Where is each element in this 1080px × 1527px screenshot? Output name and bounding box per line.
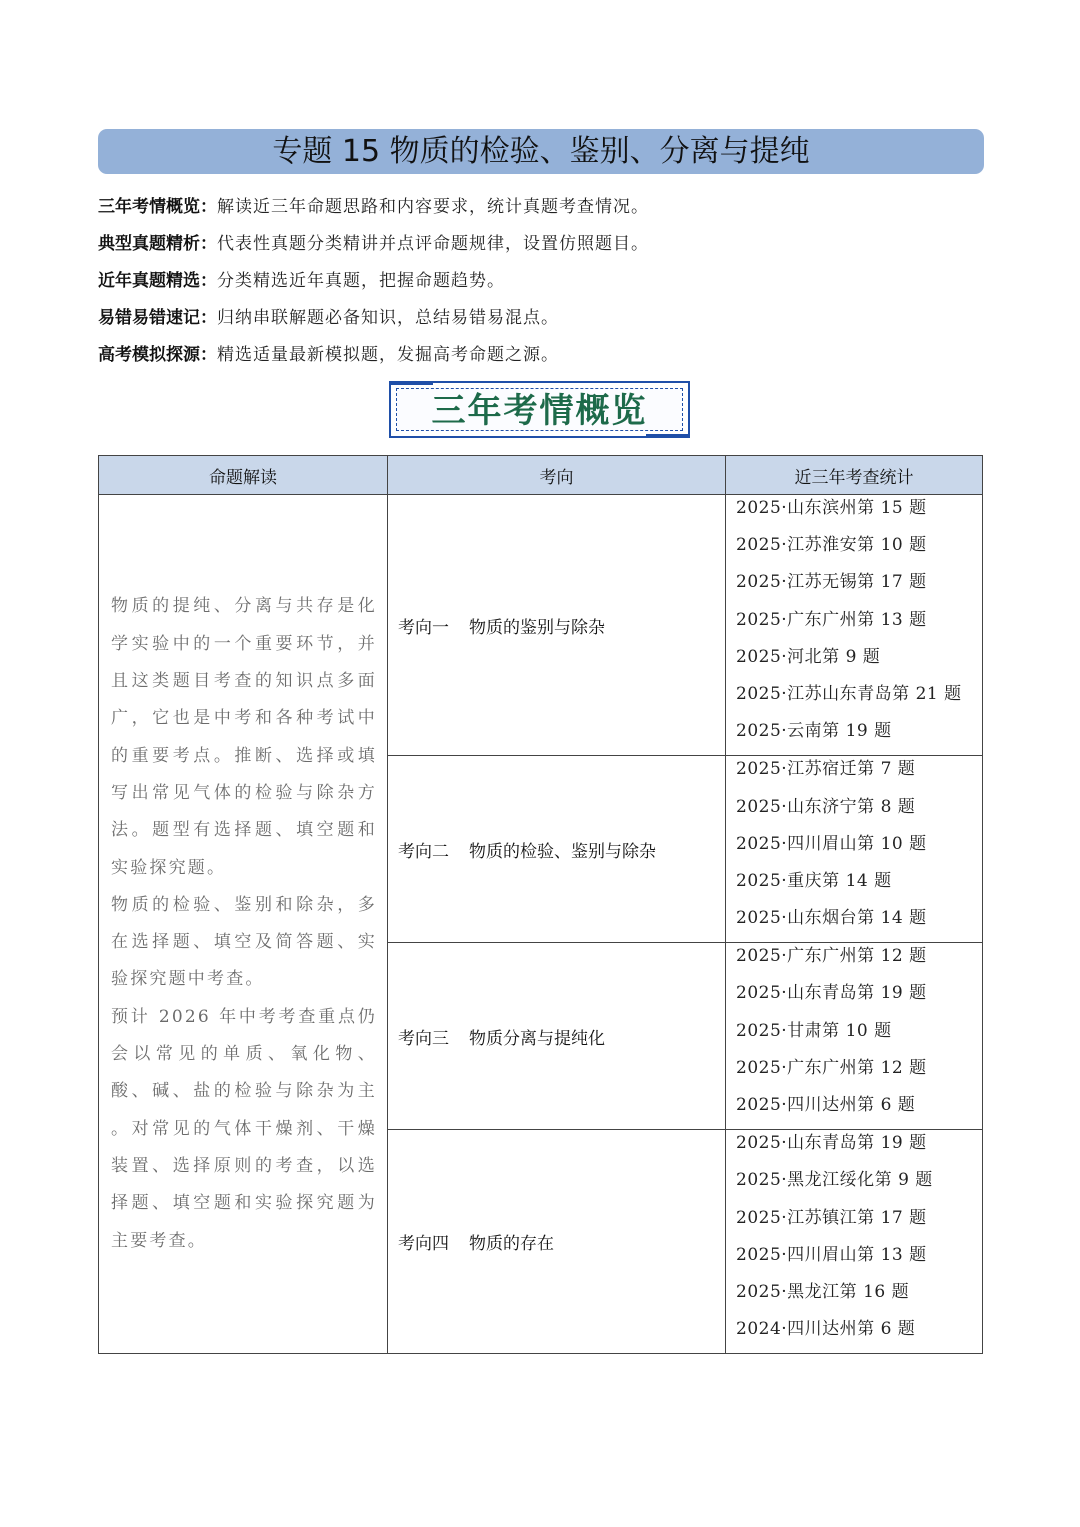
- exam-item: 2025·广东广州第 13 题: [736, 609, 927, 630]
- direction-number: 考向一: [398, 617, 449, 638]
- description-paragraph: 物质的检验、鉴别和除杂，多在选择题、填空及简答题、实验探究题中考查。: [111, 894, 377, 990]
- exam-item: 2025·云南第 19 题: [736, 721, 892, 742]
- intro-key: 三年考情概览：: [98, 197, 217, 217]
- exam-item: 2025·山东滨州第 15 题: [736, 498, 927, 518]
- direction-cell: [388, 756, 726, 943]
- intro-key: 高考模拟探源：: [98, 345, 217, 365]
- section-badge-text: 三年考情概览: [431, 391, 648, 431]
- intro-item: [98, 227, 998, 264]
- direction-number: 考向二: [398, 841, 449, 862]
- direction-number: 考向四: [398, 1234, 449, 1255]
- direction-cell: [388, 1130, 726, 1354]
- intro-value: 归纳串联解题必备知识，总结易错易混点。: [217, 308, 559, 328]
- description-paragraph: 预计 2026 年中考考查重点仍会以常见的单质、氧化物、酸、碱、盐的检验与除杂为主 。对常见的气体干燥剂、干燥装置、选择原则的考查，以选择题、填空题和实验探究题为主要考查。: [111, 1006, 377, 1251]
- exam-item: 2025·山东烟台第 14 题: [736, 908, 927, 929]
- exam-item: 2025·山东青岛第 19 题: [736, 983, 927, 1004]
- description-paragraph: 物质的提纯、分离与共存是化学实验中的一个重要环节，并且这类题目考查的知识点多面广，它也是中考和各种考试中的重要考点。推断、选择或填写出常见气体的检验与除杂方法。题型有选择题、填空题和实验探究题。: [111, 596, 377, 878]
- header-cell: 近三年考查统计: [726, 456, 983, 495]
- exam-item: 2025·江苏山东青岛第 21 题: [736, 683, 962, 704]
- intro-key: 近年真题精选：: [98, 271, 217, 291]
- table-header-row: [99, 456, 983, 495]
- exam-item: 2025·广东广州第 12 题: [736, 1057, 927, 1078]
- exam-item: 2025·江苏淮安第 10 题: [736, 535, 927, 556]
- exam-item: 2025·四川眉山第 10 题: [736, 833, 927, 854]
- exam-item: 2025·四川达州第 6 题: [736, 1095, 916, 1115]
- exam-item: 2025·江苏宿迁第 7 题: [736, 759, 916, 780]
- exam-item: 2025·山东青岛第 19 题: [736, 1133, 927, 1154]
- section-badge: [389, 381, 690, 438]
- direction-cell: [388, 943, 726, 1130]
- intro-value: 分类精选近年真题，把握命题趋势。: [217, 271, 505, 291]
- intro-item: [98, 264, 998, 301]
- page-title: 专题 15 物质的检验、鉴别、分离与提纯: [98, 129, 984, 174]
- table-row: [99, 495, 983, 756]
- direction-name: 物质的存在: [469, 1234, 554, 1255]
- header-cell: 命题解读: [99, 456, 388, 495]
- intro-item: [98, 301, 998, 338]
- header-cell: 考向: [388, 456, 726, 495]
- direction-name: 物质的鉴别与除杂: [469, 617, 605, 638]
- exam-item: 2025·甘肃第 10 题: [736, 1020, 892, 1041]
- intro-key: 典型真题精析：: [98, 234, 217, 254]
- exam-stats-table: [98, 455, 983, 1354]
- intro-value: 代表性真题分类精讲并点评命题规律，设置仿照题目。: [217, 234, 649, 254]
- direction-name: 物质的检验、鉴别与除杂: [469, 841, 656, 862]
- exam-item: 2025·山东济宁第 8 题: [736, 796, 916, 817]
- intro-value: 精选适量最新模拟题，发掘高考命题之源。: [217, 345, 559, 365]
- exam-item: 2025·黑龙江绥化第 9 题: [736, 1170, 933, 1191]
- exam-item: 2025·江苏无锡第 17 题: [736, 572, 927, 593]
- exam-item: 2025·江苏镇江第 17 题: [736, 1207, 927, 1228]
- description-cell: [99, 495, 388, 1354]
- intro-list: [98, 190, 998, 375]
- stats-cell: [726, 1130, 983, 1354]
- badge-frame: [396, 388, 683, 431]
- exam-item: 2025·四川眉山第 13 题: [736, 1244, 927, 1265]
- intro-value: 解读近三年命题思路和内容要求，统计真题考查情况。: [217, 197, 649, 217]
- direction-name: 物质分离与提纯化: [469, 1028, 605, 1049]
- stats-cell: [726, 943, 983, 1130]
- exam-item: 2025·重庆第 14 题: [736, 870, 892, 891]
- intro-key: 易错易错速记：: [98, 308, 217, 328]
- exam-item: 2025·广东广州第 12 题: [736, 946, 927, 967]
- direction-number: 考向三: [398, 1028, 449, 1049]
- intro-item: [98, 190, 998, 227]
- stats-cell: [726, 495, 983, 756]
- stats-cell: [726, 756, 983, 943]
- exam-item: 2024·四川达州第 6 题: [736, 1319, 916, 1340]
- exam-item: 2025·黑龙江第 16 题: [736, 1281, 910, 1302]
- intro-item: [98, 338, 998, 375]
- direction-cell: [388, 495, 726, 756]
- badge-decoration: [389, 381, 433, 385]
- badge-decoration: [646, 434, 690, 438]
- exam-item: 2025·河北第 9 题: [736, 646, 881, 667]
